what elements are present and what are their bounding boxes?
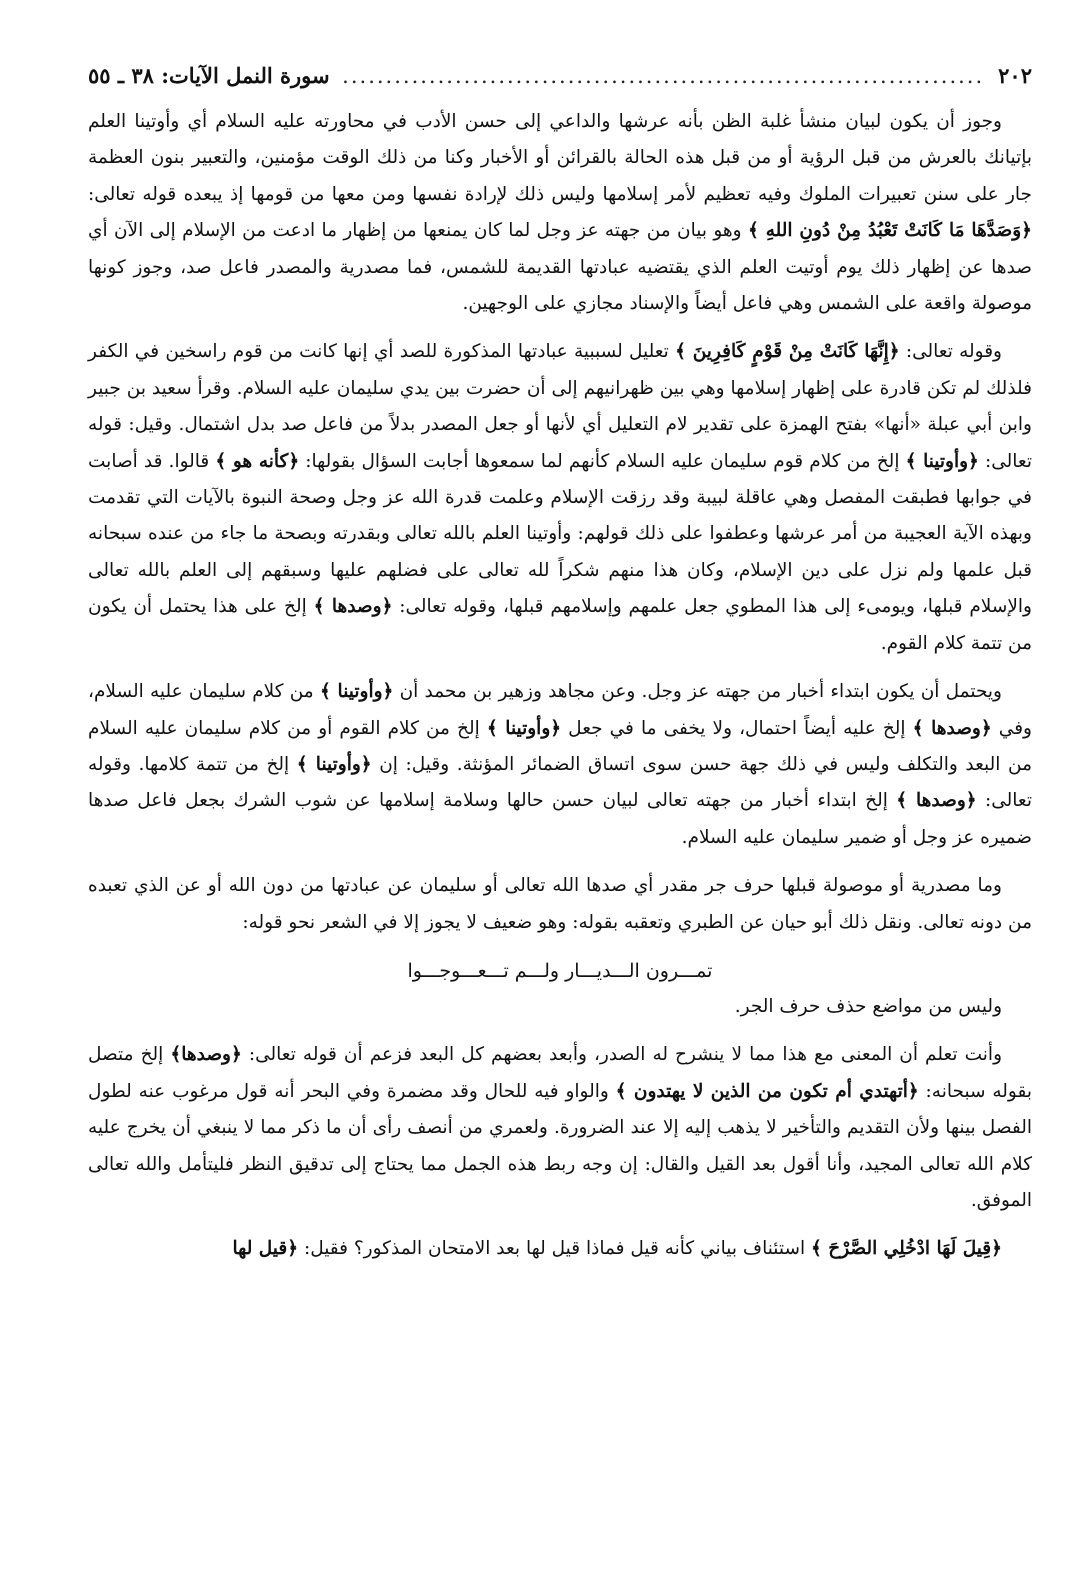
text-body-part-1 [88, 104, 1032, 941]
quran-quote: ﴿إِنَّهَا كَانَتْ مِنْ قَوْمٍ كَافِرِينَ ﴾ [675, 341, 900, 363]
paragraph-text: وهو بيان من جهته عز وجل لما كان يمنعها من إظهار ما ادعت من الإسلام إلى الآن أي صدها عن إظهار ذلك يوم أوتيت العلم الذي يقتضيه عبادتها القديمة للشمس، فما مصدرية والمصدر فاعل صد، وجوز كونها موصولة واقعة على الشمس وهي فاعل أيضاً والإسناد مجازي على الوجهين. [88, 220, 1032, 315]
quran-quote: ﴿وصدها﴾ [170, 1044, 242, 1066]
quran-quote: ﴿وصدها ﴾ [912, 717, 992, 739]
post-verse-line: وليس من مواضع حذف حرف الجر. [734, 995, 1002, 1017]
paragraph-text: إلخ على هذا يحتمل أن يكون من تتمة كلام القوم. [88, 596, 1032, 654]
quran-quote: ﴿كأنه هو ﴾ [215, 450, 300, 472]
quran-quote: ﴿وأوتينا ﴾ [319, 681, 394, 703]
paragraph-text: إلخ من تتمة كلامها. وقوله تعالى: [88, 753, 1032, 812]
quran-quote: ﴿قيل لها [232, 1238, 299, 1260]
quran-quote: ﴿وأوتينا ﴾ [296, 753, 372, 775]
paragraph-text: والواو فيه للحال وقد مضمرة وفي البحر أنه قول مرغوب عنه لطول الفصل بينها ولأن التقديم والتأخير لا يذهب إليه إلا عند الضرورة. ولعمري من أنصف رأى أن ما ذكر مما لا ينبغي أن يخرج عليه كلام الله تعالى المجيد، وأنا أقول بعد القيل والقال: إن وجه ربط هذه الجمل مما يحتاج إلى تدقيق النظر فليتأمل والله تعالى الموفق. [88, 1080, 1032, 1211]
paragraph-text: إلخ من كلام القوم أو من كلام سليمان عليه السلام من البعد والتكلف وليس في ذلك جهة حسن سوى اتساق الضمائر المؤنثة. وقيل: إن [88, 717, 1032, 775]
paragraph [88, 674, 1032, 856]
paragraph-text: ويحتمل أن يكون ابتداء أخبار من جهته عز وجل. وعن مجاهد وزهير بن محمد أن [393, 681, 1002, 703]
paragraph-text: من كلام سليمان عليه السلام، وفي [88, 681, 1032, 739]
paragraph-text: وما مصدرية أو موصولة قبلها حرف جر مقدر أي صدها الله تعالى أو سليمان عن عبادتها من دون الله أو عن الذي تعبده من دونه تعالى. ونقل ذلك أبو حيان عن الطبري وتعقبه بقوله: وهو ضعيف لا يجوز إلا في الشعر نحو قوله: [88, 875, 1032, 933]
quran-quote: ﴿وصدها ﴾ [313, 596, 393, 618]
paragraph [88, 104, 1032, 322]
quran-quote: ﴿وأوتينا ﴾ [905, 450, 979, 472]
running-title: سورة النمل الآيات: ٣٨ ـ ٥٥ [88, 63, 330, 88]
paragraph-text: وأنت تعلم أن المعنى مع هذا مما لا ينشرح له الصدر، وأبعد بعضهم كل البعد فزعم أن قوله تعالى: [241, 1044, 1003, 1066]
paragraph-text: وجوز أن يكون لبيان منشأ غلبة الظن بأنه عرشها والداعي إلى حسن الأدب في محاورته عليه السلام أي وأوتينا العلم بإتيانك بالعرش من قبل الرؤية أو من قبل هذه الحالة بالقرائن أو الأخبار وكنا من ذلك الوقت مؤمنين، والتعبير بنون العظمة جار على سنن تعبيرات الملوك وفيه تعظيم لأمر إسلامها وليس ذلك لإرادة نفسها ومن معها من قومها إذ يبعده قوله تعالى: [88, 111, 1032, 205]
paragraph-text: قالوا. قد أصابت في جوابها فطبقت المفصل وهي عاقلة لبيبة وقد رزقت الإسلام وعلمت قدرة الله عز وجل وصحة النبوة بالآيات التي تقدمت وبهذه الآية العجيبة من أمر عرشها وعطفوا على ذلك قولهم: وأوتينا العلم بالله تعالى وبقدرته وبصحة ما جاء من عنده سبحانه قبل علمها ولم نزل على دين الإسلام، وكان هذا منهم شكراً لله تعالى على فضلهم عليها وسبقهم إلى العلم بالله تعالى والإسلام قبلها، ويومىء إلى هذا المطوي جعل علمهم وإسلامهم قبلها، وقوله تعالى: [88, 450, 1032, 618]
poetry-verse: تمـــرون الـــديـــار ولـــم تـــعـــوجـــوا [407, 959, 713, 982]
quran-quote: ﴿وأوتينا ﴾ [486, 717, 562, 739]
paragraph [88, 868, 1032, 941]
paragraph-text: إلخ متصل بقوله سبحانه: [88, 1044, 1032, 1102]
header-leader-dots [342, 62, 985, 90]
page-header [88, 62, 1032, 90]
paragraph [88, 1037, 1032, 1219]
paragraph-text: استئناف بياني كأنه قيل فماذا قيل لها بعد الامتحان المذكور؟ فقيل: [298, 1238, 811, 1260]
paragraph-text: وقوله تعالى: [899, 341, 1002, 363]
quran-quote: ﴿وصدها ﴾ [896, 790, 977, 812]
quran-quote: ﴿وَصَدَّهَا مَا كَانَتْ تَعْبُدُ مِنْ دُونِ اللهِ ﴾ [747, 220, 1032, 242]
paragraph-text: إلخ من كلام قوم سليمان عليه السلام كأنهم لما سمعوها أجابت السؤال بقولها: [299, 450, 906, 472]
paragraph-text: إلخ ابتداء أخبار من جهته تعالى لبيان حسن حالها وسلامة إسلامها عن شوب الشرك بجعل فاعل صدها ضميره عز وجل أو ضمير سليمان عليه السلام. [88, 790, 1032, 848]
paragraph-text: إلخ عليه أيضاً احتمال، ولا يخفى ما في جعل [561, 717, 913, 739]
quran-quote: ﴿قِيلَ لَهَا ادْخُلِي الصَّرْحَ ﴾ [810, 1238, 1002, 1260]
paragraph [88, 334, 1032, 662]
text-body-part-2 [88, 1037, 1032, 1267]
quran-quote: ﴿أتهتدي أم تكون من الذين لا يهتدون ﴾ [615, 1080, 919, 1102]
paragraph-text: تعليل لسببية عبادتها المذكورة للصد أي إنها كانت من قوم راسخين في الكفر فلذلك لم تكن قادرة على إظهار إسلامها وهي بين ظهرانيهم إلى أن حضرت بين يدي سليمان عليه السلام. وقرأ سعيد بن جبير وابن أبي عبلة «أنها» بفتح الهمزة على تقدير لام التعليل أي لأنها أو جعل المصدر بدلاً من فاعل صد بدل اشتمال. وقيل: قوله تعالى: [88, 341, 1032, 472]
paragraph [88, 1231, 1032, 1267]
page-number: ٢٠٢ [998, 63, 1032, 88]
